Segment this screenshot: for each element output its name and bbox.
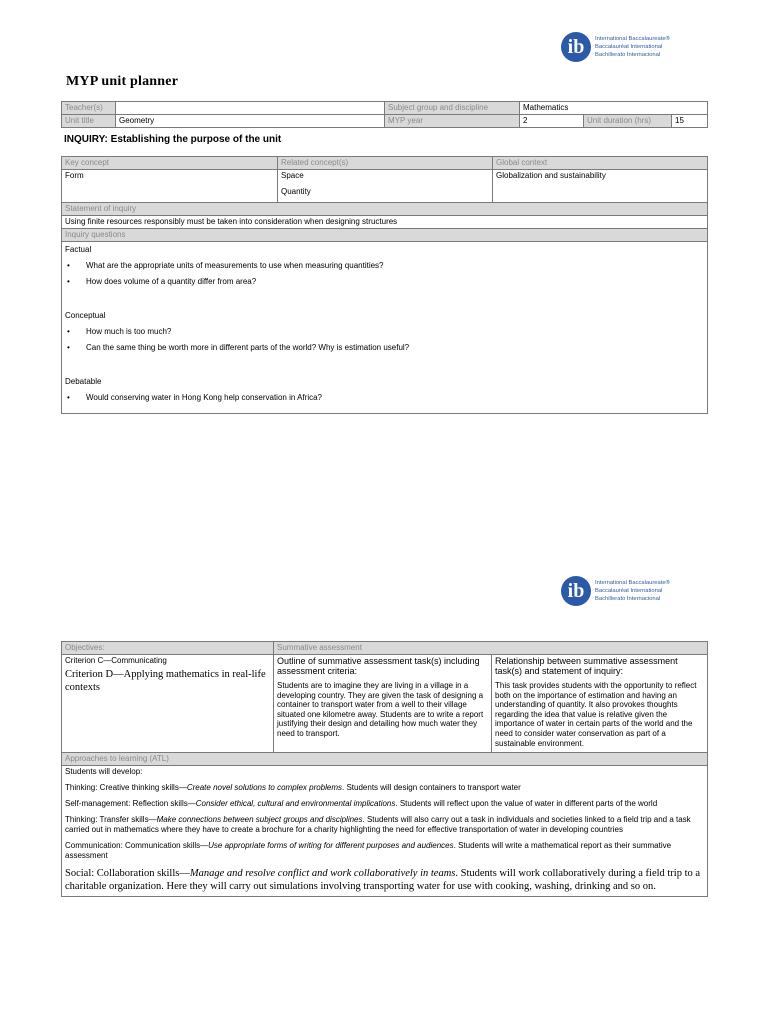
- outline-heading: Outline of summative assessment task(s) including assessment criteria:: [277, 656, 480, 676]
- table-row: [62, 115, 708, 128]
- atl-label: Approaches to learning (ATL): [62, 753, 708, 766]
- debatable-questions: [65, 393, 704, 403]
- table-row: [62, 655, 708, 753]
- atl-item-skill: Manage and resolve conflict and work collaboratively in teams: [189, 868, 456, 880]
- teachers-label: Teacher(s): [62, 102, 116, 115]
- atl-item-detail: . Students will design containers to transport water: [342, 783, 521, 793]
- criterion-d: Criterion D—Applying mathematics in real-life contexts: [65, 669, 266, 693]
- criteria-cell: [62, 655, 274, 753]
- atl-item: [65, 867, 704, 893]
- inquiry-questions-label: Inquiry questions: [62, 229, 708, 242]
- factual-questions: [65, 261, 704, 287]
- key-concept-label: Key concept: [62, 157, 278, 170]
- list-item: • Can the same thing be worth more in different parts of the world? Why is estimation useful?: [65, 343, 704, 353]
- myp-year-value: 2: [520, 115, 584, 128]
- table-row: [62, 642, 708, 655]
- related-concept: Quantity: [281, 187, 311, 196]
- teachers-value: [116, 102, 385, 115]
- atl-item-skill: Use appropriate forms of writing for different purposes and audiences: [208, 841, 454, 851]
- related-concept: Space: [281, 171, 304, 180]
- global-context-value: Globalization and sustainability: [493, 170, 708, 203]
- ib-logo-line: Baccalauréat International: [595, 44, 663, 50]
- relationship-cell: [492, 655, 708, 753]
- relationship-text: This task provides students with the opportunity to reflect both on the importance of estimation and having an understanding of quantity. It also provokes thoughts regarding the idea that value is relative given the importance of water in certain parts of the world and the need to consider water conservation as part of a sustainable environment.: [495, 681, 697, 748]
- inquiry-heading: INQUIRY: Establishing the purpose of the unit: [64, 134, 282, 145]
- atl-item-lead: Social: Collaboration skills—: [65, 868, 190, 880]
- key-concept-value: Form: [62, 170, 278, 203]
- unit-title-label: Unit title: [62, 115, 116, 128]
- table-row: [62, 170, 708, 203]
- ib-logo-mark: ib: [561, 576, 591, 606]
- atl-item: [65, 841, 704, 861]
- relationship-heading: Relationship between summative assessment task(s) and statement of inquiry:: [495, 656, 678, 676]
- atl-intro: Students will develop:: [65, 767, 143, 777]
- ib-logo-line: Bachillerato Internacional: [595, 52, 661, 58]
- ib-logo-line: International Baccalaureate®: [595, 36, 670, 42]
- ib-logo-text: [595, 579, 670, 603]
- objectives-label: Objectives:: [62, 642, 274, 655]
- page-title: MYP unit planner: [66, 74, 179, 89]
- conceptual-label: Conceptual: [65, 311, 106, 320]
- list-item: • What are the appropriate units of measurements to use when measuring quantities?: [65, 261, 704, 271]
- atl-item: [65, 799, 704, 809]
- unit-title-value: Geometry: [116, 115, 385, 128]
- outline-cell: [274, 655, 492, 753]
- atl-item-detail: . Students will write a mathematical report as their summative assessment: [65, 841, 672, 861]
- outline-text: Students are to imagine they are living in a village in a developing country. They are given the task of designing a container to transport water from a well to their village situated one kilometre away. Students are to write a report justifying their design and detailing how much water they need to transport.: [277, 681, 484, 738]
- ib-logo-line: International Baccalaureate®: [595, 580, 670, 586]
- ib-logo-text: [595, 35, 670, 59]
- summative-assessment-label: Summative assessment: [274, 642, 708, 655]
- table-row: [62, 157, 708, 170]
- related-concepts-value: [278, 170, 493, 203]
- myp-year-label: MYP year: [385, 115, 520, 128]
- atl-item: [65, 783, 704, 793]
- list-item: • How much is too much?: [65, 327, 704, 337]
- inquiry-questions: [62, 242, 708, 414]
- unit-header-table: [61, 101, 708, 128]
- list-item: • Would conserving water in Hong Kong help conservation in Africa?: [65, 393, 704, 403]
- table-row: [62, 216, 708, 229]
- unit-duration-label: Unit duration (hrs): [584, 115, 672, 128]
- factual-label: Factual: [65, 245, 92, 254]
- table-row: [62, 242, 708, 414]
- statement-label: Statement of inquiry: [62, 203, 708, 216]
- table-row: [62, 102, 708, 115]
- ib-logo: [561, 576, 681, 612]
- atl-item-skill: Make connections between subject groups and disciplines: [156, 815, 363, 825]
- unit-duration-value: 15: [672, 115, 708, 128]
- atl-item-skill: Consider ethical, cultural and environmental implications: [195, 799, 396, 809]
- debatable-label: Debatable: [65, 377, 102, 386]
- atl-item-detail: . Students will also carry out a task in individuals and societies linked to a field trip and a task carried out in mathematics where they have to create a brochure for a charity highlighting the need for effective transportation of water in developing countries: [65, 815, 691, 835]
- related-concepts-label: Related concept(s): [278, 157, 493, 170]
- global-context-label: Global context: [493, 157, 708, 170]
- atl-content: [62, 766, 708, 897]
- statement-value: Using finite resources responsibly must be taken into consideration when designing structures: [62, 216, 708, 229]
- ib-logo-mark: ib: [561, 32, 591, 62]
- table-row: [62, 766, 708, 897]
- criterion-c: Criterion C—Communicating: [65, 656, 167, 665]
- atl-item-skill: Create novel solutions to complex problems: [186, 783, 343, 793]
- atl-item-lead: Thinking: Transfer skills—: [65, 815, 157, 825]
- ib-logo: [561, 32, 681, 68]
- atl-item: [65, 815, 704, 835]
- ib-logo-line: Baccalauréat International: [595, 588, 663, 594]
- atl-item-detail: . Students will reflect upon the value of water in different parts of the world: [395, 799, 658, 809]
- table-row: [62, 753, 708, 766]
- table-row: [62, 229, 708, 242]
- subject-label: Subject group and discipline: [385, 102, 520, 115]
- atl-item-lead: Self-management: Reflection skills—: [65, 799, 196, 809]
- objectives-assessment-table: [61, 641, 708, 897]
- atl-item-lead: Communication: Communication skills—: [65, 841, 209, 851]
- atl-item-detail: . Students will work collaboratively during a field trip to a charitable organization. Here they will carry out simulations involving transporting water for use with cooking, washing, drinking and so on.: [65, 868, 701, 893]
- conceptual-questions: [65, 327, 704, 353]
- list-item: • How does volume of a quantity differ from area?: [65, 277, 704, 287]
- atl-item-lead: Thinking: Creative thinking skills—: [65, 783, 187, 793]
- inquiry-table: [61, 156, 708, 414]
- table-row: [62, 203, 708, 216]
- ib-logo-line: Bachillerato Internacional: [595, 596, 661, 602]
- subject-value: Mathematics: [520, 102, 708, 115]
